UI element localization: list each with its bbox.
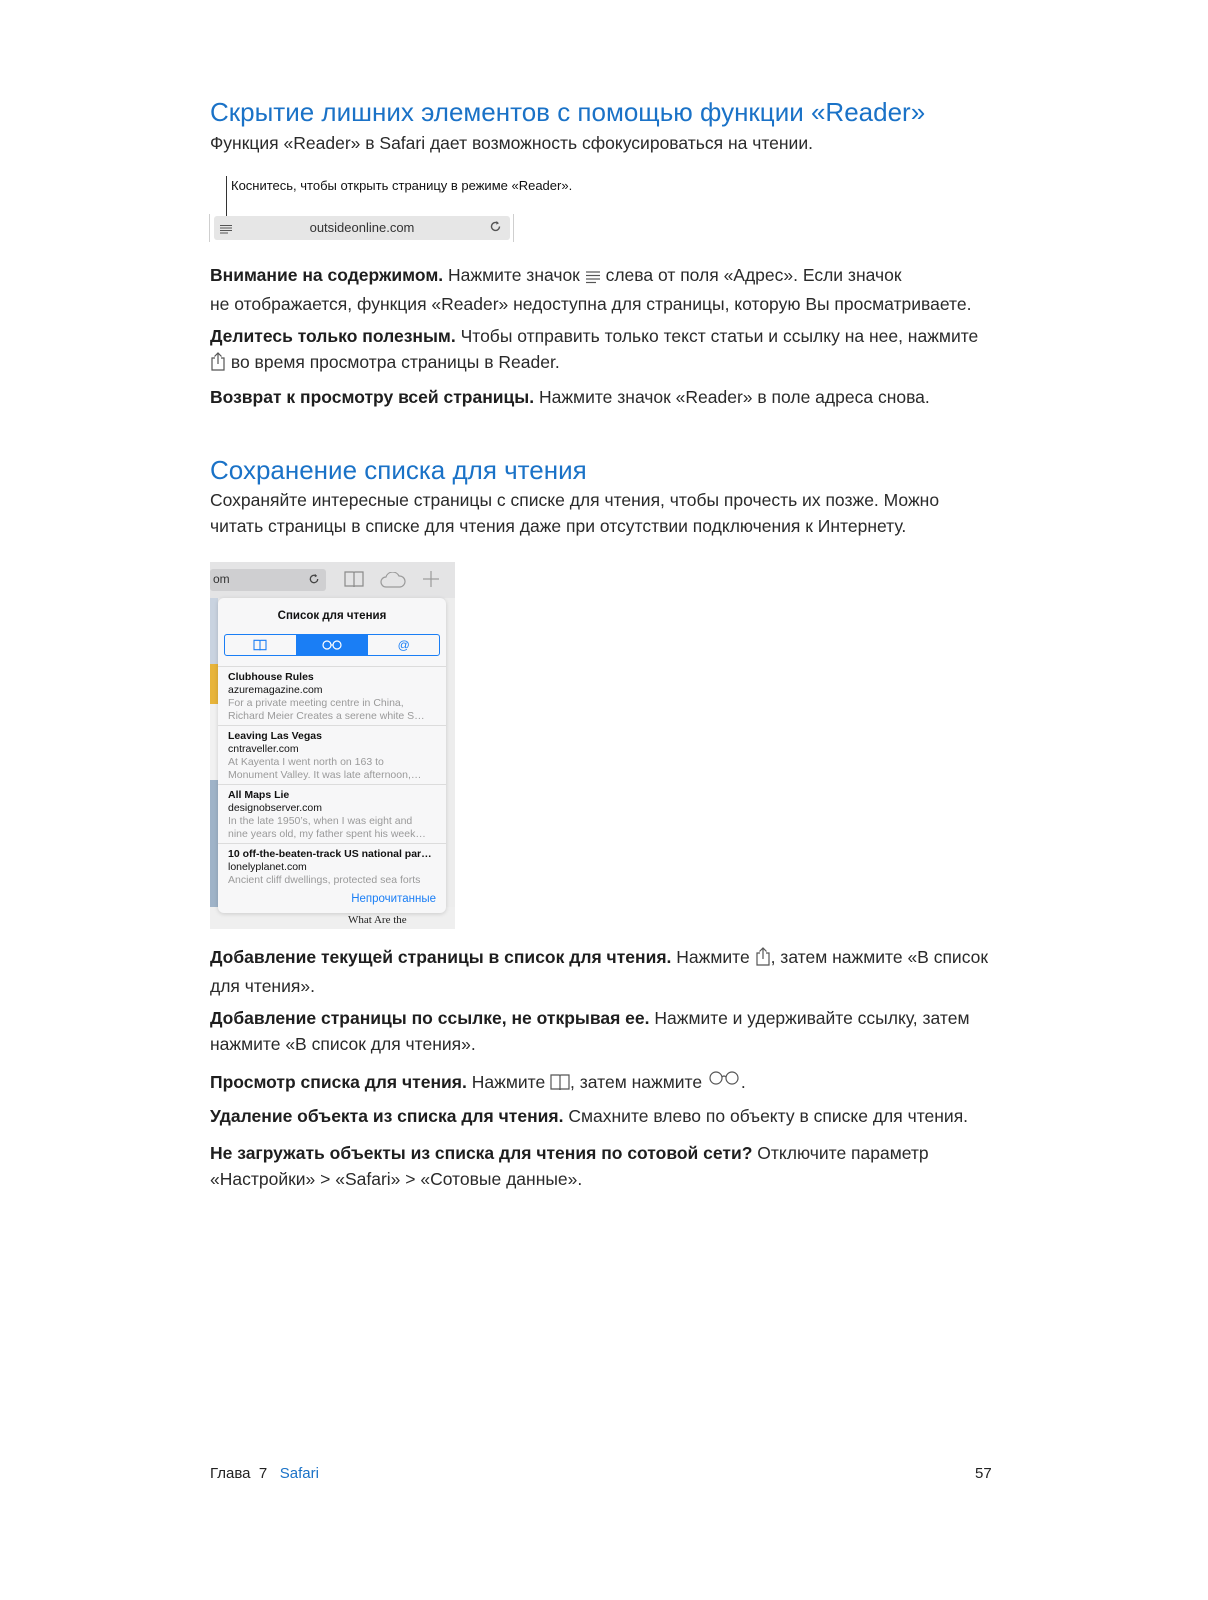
bookmarks-icon (550, 1072, 570, 1098)
para-heading: Просмотр списка для чтения. (210, 1072, 467, 1092)
para-text: Смахните влево по объекту в списке для чтения. (563, 1106, 969, 1126)
para-text: «Настройки» > «Safari» > «Сотовые данные». (210, 1169, 583, 1189)
item-excerpt: nine years old, my father spent his week… (228, 828, 426, 840)
para-heading: Внимание на содержимом. (210, 265, 444, 285)
section-subtitle-reader: Функция «Reader» в Safari дает возможность сфокусироваться на чтении. (210, 133, 813, 153)
para-text: . (740, 1072, 746, 1092)
chapter-link[interactable]: Safari (279, 1465, 319, 1482)
para-text: Нажмите (466, 1072, 551, 1092)
share-icon (210, 352, 226, 378)
paragraph-cellular (210, 1140, 1010, 1192)
chapter-label: Глава 7 (210, 1465, 268, 1482)
item-excerpt: Richard Meier Creates a serene white S… (228, 710, 425, 722)
para-text: Нажмите и удерживайте ссылку, затем (649, 1008, 970, 1028)
para-heading: Добавление текущей страницы в список для чтения. (210, 947, 672, 967)
item-domain: cntraveller.com (228, 743, 299, 755)
para-text: Нажмите значок «Reader» в поле адреса снова. (534, 387, 930, 407)
para-text: для чтения». (210, 976, 315, 996)
divider (513, 214, 514, 242)
reload-icon[interactable] (489, 220, 502, 238)
item-title: Clubhouse Rules (228, 671, 314, 683)
address-url: outsideonline.com (309, 220, 415, 235)
reading-list-screenshot (210, 562, 455, 929)
address-url: om (213, 572, 230, 586)
callout-line (226, 176, 227, 220)
callout-text: Коснитесь, чтобы открыть страницу в режиме «Reader». (231, 178, 573, 193)
background-page-text: What Are the (348, 914, 407, 926)
divider (209, 214, 210, 242)
item-excerpt: For a private meeting centre in China, (228, 697, 404, 709)
share-icon (755, 947, 771, 973)
item-excerpt: Monument Valley. It was late afternoon,… (228, 769, 422, 781)
para-text: слева от поля «Адрес». Если значок (600, 265, 902, 285)
segmented-control (224, 634, 440, 656)
reading-list-popover (218, 598, 446, 913)
para-heading: Возврат к просмотру всей страницы. (210, 387, 535, 407)
para-text: нажмите «В список для чтения». (210, 1034, 476, 1054)
list-item (218, 784, 446, 843)
list-item (218, 666, 446, 725)
item-excerpt: At Kayenta I went north on 163 to (228, 756, 384, 768)
page-number: 57 (975, 1465, 992, 1482)
paragraph-add-link (210, 1005, 1010, 1057)
bookmarks-icon (344, 570, 364, 593)
item-excerpt: Ancient cliff dwellings, protected sea forts (228, 874, 421, 886)
item-title: All Maps Lie (228, 789, 290, 801)
paragraph-add-current-page (210, 944, 1010, 999)
para-heading: Удаление объекта из списка для чтения. (210, 1106, 564, 1126)
para-text: Нажмите (671, 947, 755, 967)
para-text: во время просмотра страницы в Reader. (226, 352, 560, 372)
add-tab-icon (422, 570, 440, 593)
section-subtitle-reading-list (210, 487, 939, 539)
item-domain: designobserver.com (228, 802, 322, 814)
reload-icon (308, 573, 320, 588)
tab-shared-links: @ (397, 638, 410, 652)
subtitle-line: Сохраняйте интересные страницы с списке для чтения, чтобы прочесть их позже. Можно (210, 490, 940, 510)
address-bar (210, 569, 326, 591)
para-heading: Делитесь только полезным. (210, 326, 456, 346)
para-text: Нажмите значок (443, 265, 585, 285)
item-excerpt: In the late 1950’s, when I was eight and (228, 815, 413, 827)
reader-icon (585, 265, 601, 291)
item-title: Leaving Las Vegas (228, 730, 322, 742)
background-page (445, 598, 455, 929)
reading-list (218, 666, 446, 902)
para-text: Отключите параметр (752, 1143, 929, 1163)
para-heading: Добавление страницы по ссылке, не открывая ее. (210, 1008, 650, 1028)
address-bar[interactable] (214, 216, 510, 240)
page-footer (210, 1465, 319, 1482)
toolbar (210, 562, 455, 598)
para-text: , затем нажмите «В список (770, 947, 989, 967)
paragraph-delete-item (210, 1103, 1010, 1129)
item-domain: lonelyplanet.com (228, 861, 307, 873)
para-heading: Не загружать объекты из списка для чтения по сотовой сети? (210, 1143, 753, 1163)
background-page (210, 598, 218, 929)
list-item (218, 725, 446, 784)
section-title-reading-list: Сохранение списка для чтения (210, 455, 587, 485)
item-title: 10 off-the-beaten-track US national par… (228, 848, 432, 860)
tab-reading-list (296, 635, 369, 655)
unread-button: Непрочитанные (351, 893, 436, 905)
paragraph-share (210, 323, 1010, 378)
para-text: Чтобы отправить только текст статьи и ссылку на нее, нажмите (455, 326, 979, 346)
icloud-tabs-icon (380, 572, 406, 593)
section-title-reader: Скрытие лишних элементов с помощью функции «Reader» (210, 97, 926, 127)
item-domain: azuremagazine.com (228, 684, 323, 696)
paragraph-view-list (210, 1066, 1010, 1098)
popover-title: Список для чтения (277, 610, 387, 622)
glasses-icon (707, 1066, 741, 1092)
subtitle-line: читать страницы в списке для чтения даже при отсутствии подключения к Интернету. (210, 516, 907, 536)
para-text: не отображается, функция «Reader» недоступна для страницы, которую Вы просматриваете. (210, 294, 972, 314)
para-text: , затем нажмите (570, 1072, 707, 1092)
tab-bookmarks (225, 635, 296, 655)
paragraph-return (210, 384, 1010, 410)
paragraph-focus-content (210, 262, 1010, 317)
